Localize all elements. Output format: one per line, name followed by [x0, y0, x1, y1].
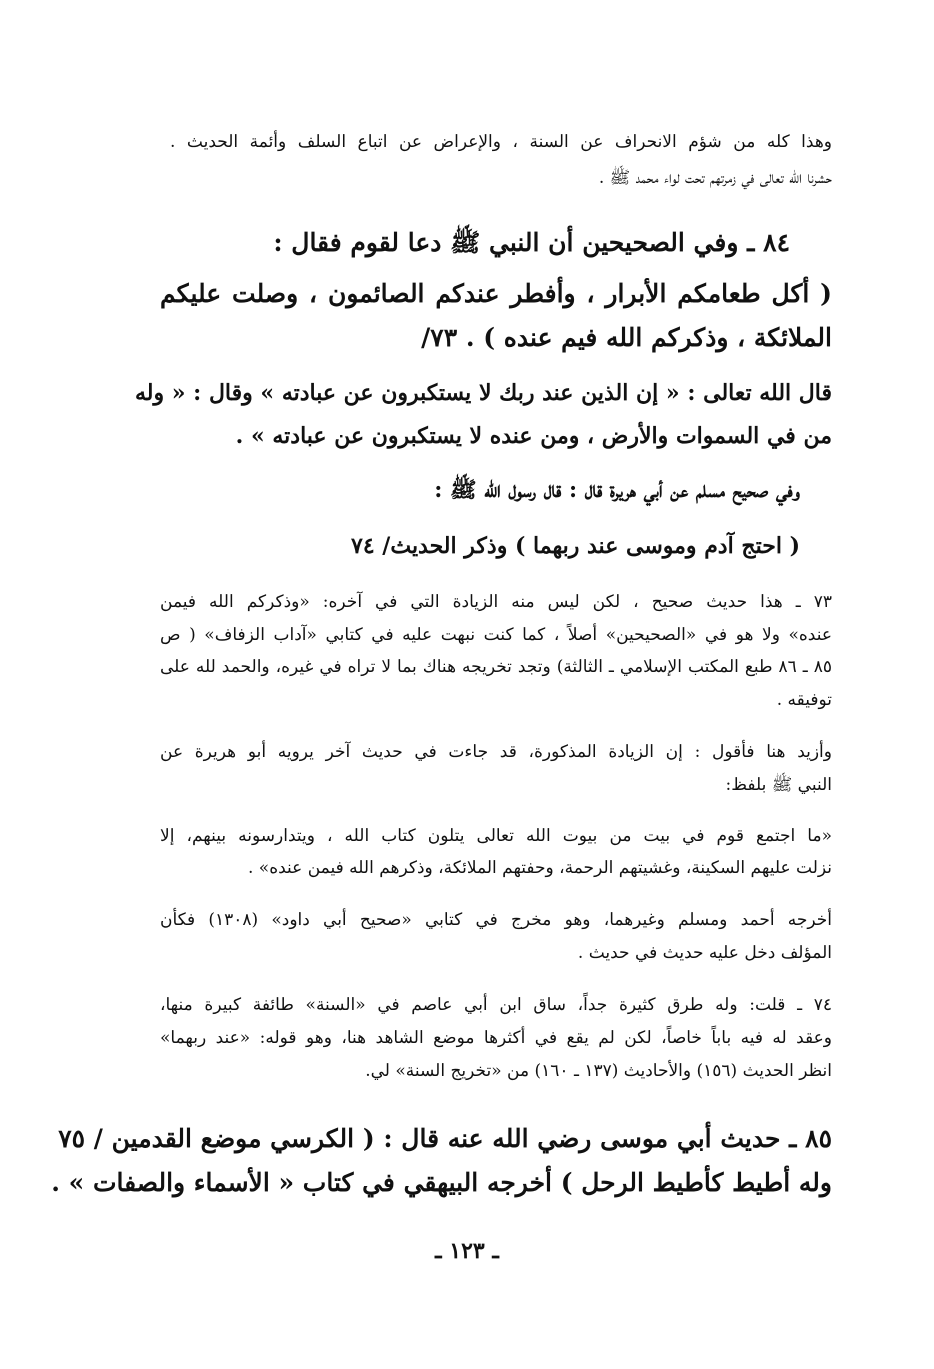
- footnote-74-line-2: وعقد له فيه باباً خاصاً، لكن لم يقع في أكثرها موضع الشاهد هنا، وهو قوله: «عند ربهما»: [160, 1028, 832, 1048]
- hadith-84-text-line-2: الملائكة ، وذكركم الله فيم عنده ) . ٧٣/: [421, 323, 832, 352]
- quoted-hadith-line-2: نزلت عليهم السكينة، وغشيتهم الرحمة، وحفتهم الملائكة، وذكرهم الله فيمن عنده» .: [248, 858, 832, 878]
- quran-quote-line-2: من في السموات والأرض ، ومن عنده لا يستكبرون عن عبادته » .: [235, 423, 832, 449]
- footnote-74-line-3: انظر الحديث (١٥٦) والأحاديث (١٣٧ ـ ١٦٠) من «تخريج السنة» لي.: [365, 1061, 832, 1081]
- page-number: ـ ١٢٣ ـ: [435, 1238, 499, 1264]
- quoted-hadith-line-1: «ما اجتمع قوم في بيت من بيوت الله تعالى يتلون كتاب الله ، ويتدارسونه بينهم، إلا: [160, 826, 832, 846]
- adam-musa-hadith-line: ( احتج آدم وموسى عند ربهما ) وذكر الحديث/ ٧٤: [351, 533, 800, 559]
- hadith-85-line-1: ٨٥ ـ حديث أبي موسى رضي الله عنه قال : ( الكرسي موضع القدمين / ٧٥: [58, 1124, 832, 1153]
- footnote-73-line-3: ٨٥ ـ ٨٦ طبع المكتب الإسلامي ـ الثالثة) وتجد تخريجه هناك بما لا تراه في غيره، والحمد لله على: [160, 657, 833, 677]
- footnote-73-line-4: توفيقه .: [776, 690, 832, 710]
- footnote-addition-line-1: وأزيد هنا فأقول : إن الزيادة المذكورة، قد جاءت في حديث آخر يرويه أبو هريرة عن: [160, 742, 832, 762]
- muslim-hadith-line: وفي صحيح مسلم عن أبي هريرة قال : قال رسول الله ﷺ :: [434, 477, 800, 503]
- footnote-73-line-2: عنده» ولا هو في «الصحيحين» أصلاً ، كما كنت نبهت عليه في كتابي «آداب الزفاف» ( ص: [160, 625, 832, 645]
- quran-quote-line-1: قال الله تعالى : « إن الذين عند ربك لا يستكبرون عن عبادته » وقال : « وله: [134, 380, 832, 406]
- hadith-84-heading: ٨٤ ـ وفي الصحيحين أن النبي ﷺ دعا لقوم فقال :: [273, 228, 790, 257]
- takhrij-line-2: المؤلف دخل عليه حديث في حديث .: [577, 943, 832, 963]
- text-line-1: وهذا كله من شؤم الانحراف عن السنة ، والإعراض عن اتباع السلف وأئمة الحديث .: [170, 132, 832, 152]
- footnote-73-line-1: ٧٣ ـ هذا حديث صحيح ، لكن ليس منه الزيادة التي في آخره: «وذكركم الله فيمن: [160, 592, 832, 612]
- takhrij-line-1: أخرجه أحمد ومسلم وغيرهما، وهو مخرج في كتابي «صحيح أبي داود» (١٣٠٨) فكأن: [160, 910, 832, 930]
- hadith-84-text-line-1: ( أكل طعامكم الأبرار ، وأفطر عندكم الصائمون ، وصلت عليكم: [160, 279, 832, 308]
- hadith-85-line-2: وله أطيط كأطيط الرحل ) أخرجه البيهقي في كتاب « الأسماء والصفات » .: [51, 1168, 832, 1197]
- footnote-addition-line-2: النبي ﷺ بلفظ:: [725, 775, 832, 795]
- text-line-2: حشرنا الله تعالى في زمرتهم تحت لواء محمد ﷺ .: [598, 168, 832, 188]
- footnote-74-line-1: ٧٤ ـ قلت: وله طرق كثيرة جداً، ساق ابن أبي عاصم في «السنة» طائفة كبيرة منها،: [160, 995, 832, 1015]
